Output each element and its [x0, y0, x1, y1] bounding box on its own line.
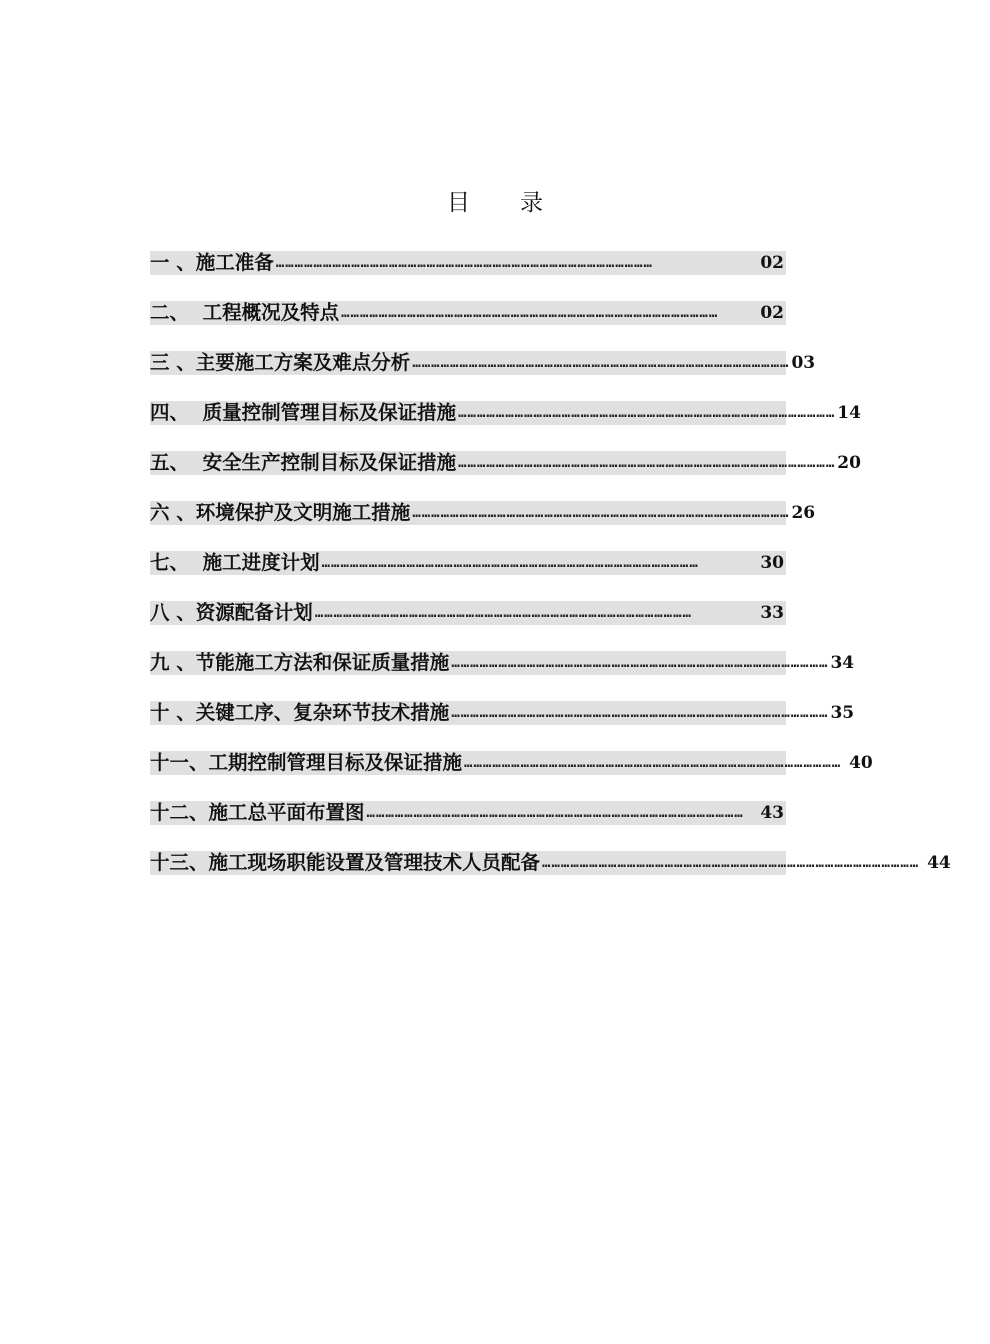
toc-entry-page: 03 — [791, 353, 816, 373]
toc-entry-title: 环境保护及文明施工措施 — [195, 501, 411, 524]
toc-entry-page: 44 — [921, 853, 951, 873]
toc-entry-page: 43 — [754, 803, 784, 823]
dot-leader: ………………………………………………………………………………………………………… — [314, 605, 692, 621]
toc-entry[interactable] — [150, 351, 816, 375]
dot-leader: ………………………………………………………………………………………………………… — [366, 805, 744, 821]
toc-entry-page: 26 — [791, 503, 816, 523]
toc-entry-title: 工程概况及特点 — [202, 301, 340, 324]
toc-entry[interactable] — [150, 501, 816, 525]
toc-entry-number: 十二、 — [150, 801, 209, 824]
toc-entry-title: 安全生产控制目标及保证措施 — [202, 451, 457, 474]
toc-entry-number: 三 、 — [150, 351, 196, 374]
toc-entry-title: 资源配备计划 — [195, 601, 313, 624]
toc-entry-title: 施工进度计划 — [202, 551, 320, 574]
toc-entry[interactable] — [150, 851, 951, 875]
toc-entry-title: 关键工序、复杂环节技术措施 — [195, 701, 450, 724]
toc-entry-page: 02 — [760, 253, 784, 273]
toc-entry[interactable] — [150, 601, 786, 625]
toc-entry[interactable] — [150, 701, 855, 725]
toc-entry-number: 四、 — [150, 401, 203, 424]
toc-entry-number: 八 、 — [150, 601, 196, 624]
toc-entry-number: 十三、 — [150, 851, 209, 874]
toc-entry-page: 30 — [760, 553, 784, 573]
toc-entry-page: 33 — [760, 603, 784, 623]
toc-entry-title: 工期控制管理目标及保证措施 — [208, 751, 463, 774]
dot-leader: ………………………………………………………………………………………………………… — [412, 355, 790, 371]
toc-entry-page: 35 — [830, 703, 855, 723]
toc-entry-number: 六 、 — [150, 501, 196, 524]
toc-entry-title: 主要施工方案及难点分析 — [195, 351, 411, 374]
title-char-2: 录 — [520, 190, 543, 216]
toc-entry-page: 14 — [837, 403, 861, 423]
toc-entry-number: 五、 — [150, 451, 203, 474]
toc-entry-number: 九 、 — [150, 651, 196, 674]
toc-entry-title: 施工总平面布置图 — [208, 801, 365, 824]
toc-entry-title: 质量控制管理目标及保证措施 — [202, 401, 457, 424]
dot-leader: ………………………………………………………………………………………………………… — [464, 755, 842, 771]
toc-entry-number: 一 、 — [150, 251, 196, 274]
toc-entry[interactable] — [150, 301, 786, 325]
toc-entry[interactable] — [150, 751, 873, 775]
toc-entry[interactable] — [150, 251, 786, 275]
page-title — [0, 184, 990, 217]
toc-entry[interactable] — [150, 451, 861, 475]
toc-entry-number: 二、 — [150, 301, 203, 324]
toc-entry[interactable] — [150, 651, 855, 675]
toc-entry-page: 02 — [760, 303, 784, 323]
dot-leader: ………………………………………………………………………………………………………… — [458, 455, 836, 471]
toc-entry-number: 十 、 — [150, 701, 196, 724]
toc-entry[interactable] — [150, 401, 861, 425]
table-of-contents — [150, 251, 951, 901]
dot-leader: ………………………………………………………………………………………………………… — [412, 505, 790, 521]
dot-leader: ………………………………………………………………………………………………………… — [542, 855, 920, 871]
dot-leader: ………………………………………………………………………………………………………… — [458, 405, 836, 421]
toc-entry-title: 施工现场职能设置及管理技术人员配备 — [208, 851, 541, 874]
dot-leader: ………………………………………………………………………………………………………… — [341, 305, 719, 321]
toc-entry[interactable] — [150, 801, 786, 825]
dot-leader: ………………………………………………………………………………………………………… — [321, 555, 699, 571]
toc-entry-page: 34 — [830, 653, 855, 673]
toc-entry[interactable] — [150, 551, 786, 575]
toc-entry-page: 20 — [837, 453, 861, 473]
title-char-1: 目 — [447, 190, 470, 216]
dot-leader: ………………………………………………………………………………………………………… — [275, 255, 653, 271]
toc-entry-page: 40 — [843, 753, 873, 773]
dot-leader: ………………………………………………………………………………………………………… — [451, 705, 829, 721]
toc-entry-number: 七、 — [150, 551, 203, 574]
toc-entry-title: 施工准备 — [195, 251, 274, 274]
toc-entry-title: 节能施工方法和保证质量措施 — [195, 651, 450, 674]
toc-entry-number: 十一、 — [150, 751, 209, 774]
dot-leader: ………………………………………………………………………………………………………… — [451, 655, 829, 671]
